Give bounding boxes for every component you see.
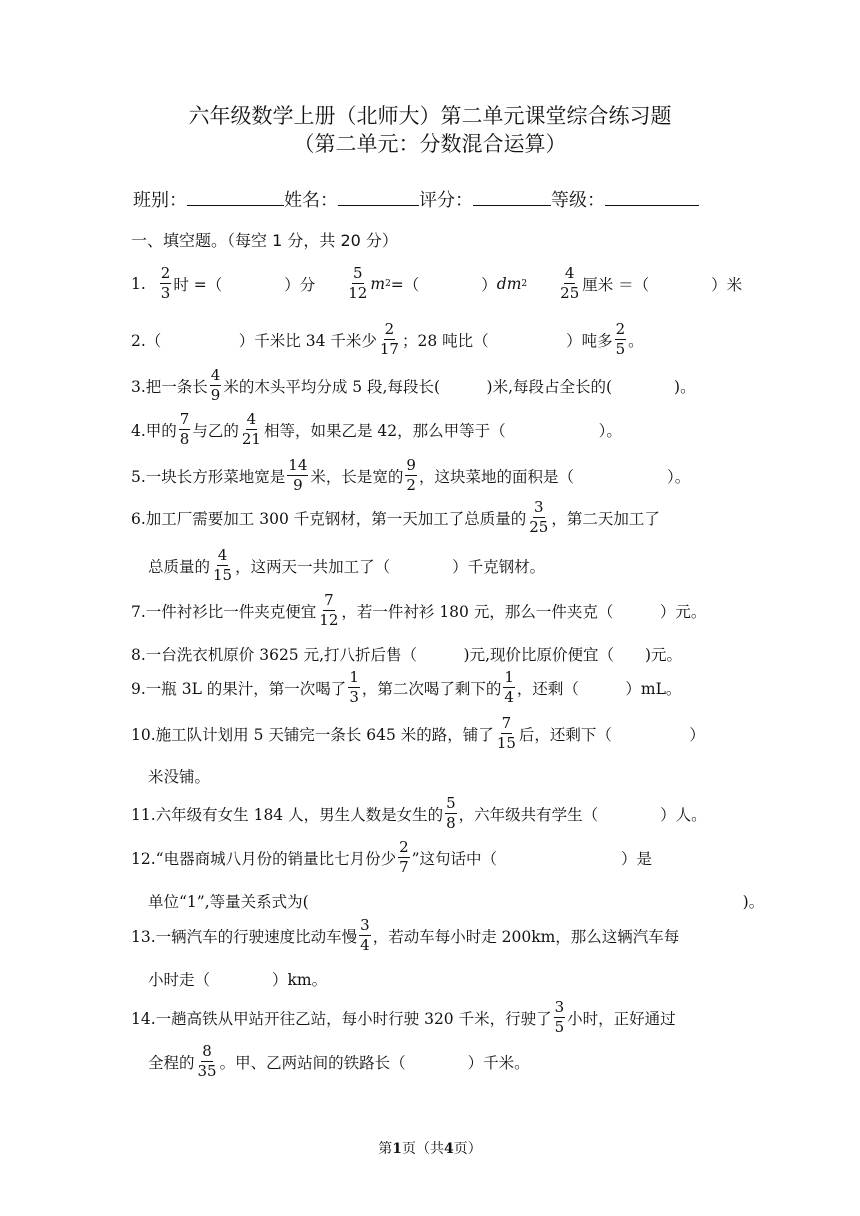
- page-total: 4: [444, 1141, 454, 1157]
- question-text: 相等，如果乙是 42，那么甲等于（ ）。: [263, 421, 622, 440]
- question-text: 6.加工厂需要加工 300 千克钢材，第一天加工了总质量的: [131, 509, 527, 528]
- question-text: 。: [628, 331, 644, 350]
- question-12-cont: [148, 890, 764, 912]
- question-8: [131, 643, 682, 665]
- question-text: =（ ）: [390, 275, 497, 294]
- document-subtitle: （第二单元：分数混合运算）: [293, 132, 567, 156]
- unit-m: m: [370, 274, 386, 293]
- class-blank[interactable]: [187, 187, 284, 206]
- question-text: 厘米 ＝（ ）米: [582, 275, 743, 294]
- page-number: 1: [392, 1141, 402, 1157]
- question-text: 9.一瓶 3L 的果汁，第一次喝了: [131, 679, 347, 698]
- fraction: $\frac{4}{9}$: [210, 366, 221, 404]
- unit-dm: dm: [496, 274, 522, 293]
- question-text: 时 =（ ）分: [173, 275, 316, 294]
- name-blank[interactable]: [338, 187, 419, 206]
- question-text: 14.一趟高铁从甲站开往乙站，每小时行驶 320 千米，行驶了: [131, 1009, 552, 1028]
- question-text: 7.一件衬衫比一件夹克便宜: [131, 602, 317, 621]
- question-12: [131, 840, 652, 875]
- question-2: [131, 322, 644, 357]
- question-text: ，这两天一共加工了（ ）千克钢材。: [235, 557, 546, 576]
- page-footer: 第1页（共4页）: [378, 1141, 482, 1157]
- fraction: $\frac{4}{25}$: [560, 264, 580, 302]
- question-6-cont: [148, 548, 545, 583]
- question-6: [131, 500, 660, 535]
- question-text: 5.一块长方形菜地宽是: [131, 467, 286, 486]
- question-14: [131, 1000, 676, 1035]
- question-text: ；28 吨比（ ）吨多: [401, 331, 613, 350]
- fraction: $\frac{1}{4}$: [504, 668, 514, 706]
- fraction: $\frac{5}{12}$: [348, 264, 368, 302]
- fraction: $\frac{2}{5}$: [615, 320, 626, 358]
- question-text: 。甲、乙两站间的铁路长（ ）千米。: [219, 1053, 530, 1072]
- question-10: [131, 716, 705, 751]
- question-text: ，若动车每小时走 200km，那么这辆汽车每: [372, 927, 680, 946]
- grade-blank[interactable]: [605, 187, 699, 206]
- fraction: $\frac{7}{8}$: [179, 410, 190, 448]
- fraction: $\frac{7}{15}$: [496, 714, 516, 752]
- fraction: $\frac{3}{4}$: [360, 916, 370, 954]
- fraction: $\frac{1}{3}$: [349, 668, 359, 706]
- fraction: $\frac{14}{9}$: [288, 456, 308, 494]
- question-9: [131, 670, 681, 705]
- fraction: $\frac{8}{35}$: [197, 1042, 217, 1080]
- question-text: 单位“1”,等量关系式为( )。: [148, 893, 765, 911]
- score-blank[interactable]: [473, 187, 551, 206]
- question-11: [131, 796, 707, 831]
- question-text: 10.施工队计划用 5 天铺完一条长 645 米的路，铺了: [131, 725, 494, 744]
- name-label: 姓名：: [284, 190, 338, 211]
- question-13-cont: [148, 968, 327, 990]
- grade-label: 等级：: [551, 190, 605, 211]
- question-text: 3.把一条长: [131, 377, 208, 396]
- fraction: $\frac{2}{7}$: [399, 838, 409, 876]
- question-text: 米的木头平均分成 5 段,每段长( )米,每段占全长的( )。: [223, 377, 696, 396]
- question-text: ，六年级共有学生（ ）人。: [458, 805, 707, 824]
- question-text: 与乙的: [192, 421, 239, 440]
- fraction: $\frac{3}{5}$: [554, 998, 565, 1036]
- fraction: $\frac{4}{21}$: [241, 410, 261, 448]
- question-text: 2.（ ）千米比 34 千米少: [131, 331, 377, 350]
- fraction: $\frac{3}{25}$: [529, 498, 549, 536]
- question-text: 小时，正好通过: [567, 1009, 676, 1028]
- question-number: 1.: [131, 274, 146, 293]
- question-3: [131, 368, 696, 403]
- info-header: [133, 186, 699, 212]
- question-text: 13.一辆汽车的行驶速度比动车慢: [131, 927, 358, 946]
- question-text: ，还剩（ ）mL。: [516, 679, 682, 698]
- question-text: 小时走（ ）km。: [148, 971, 328, 989]
- question-text: ，这块菜地的面积是（ ）。: [418, 467, 691, 486]
- score-label: 评分：: [419, 190, 473, 211]
- fraction: $\frac{2}{3}$: [160, 264, 171, 302]
- question-4: [131, 412, 622, 447]
- question-5: [131, 458, 690, 493]
- section-fill-blank: 一、填空题。（每空 1 分，共 20 分）: [131, 231, 398, 250]
- question-1: 1. $\frac{2}{3}$ 时 =（ ）分 $\frac{5}{12}$ m 2 =（ ） dm 2 $\frac{4}{25}$ 厘米 ＝（ ）米: [131, 264, 743, 302]
- question-text: ，第二次喝了剩下的: [361, 679, 502, 698]
- question-text: 12.“电器商城八月份的销量比七月份少: [131, 849, 397, 868]
- question-13: [131, 918, 679, 953]
- question-text: 总质量的: [148, 557, 211, 576]
- fraction: $\frac{5}{8}$: [446, 794, 456, 832]
- question-text: ”这句话中（ ）是: [411, 849, 653, 868]
- question-text: 4.甲的: [131, 421, 177, 440]
- class-label: 班别：: [133, 190, 187, 211]
- fraction: $\frac{2}{17}$: [379, 320, 399, 358]
- document-title: 六年级数学上册（北师大）第二单元课堂综合练习题: [188, 104, 672, 128]
- question-text: 全程的: [148, 1053, 195, 1072]
- fraction: $\frac{4}{15}$: [213, 546, 233, 584]
- question-text: ，若一件衬衫 180 元，那么一件夹克（ ）元。: [341, 602, 707, 621]
- fraction: $\frac{9}{2}$: [406, 456, 416, 494]
- question-14-cont: [148, 1044, 530, 1079]
- question-text: 米，长是宽的: [310, 467, 404, 486]
- question-text: ，第二天加工了: [551, 509, 660, 528]
- question-text: 后，还剩下（ ）: [518, 725, 705, 744]
- question-text: 8.一台洗衣机原价 3625 元,打八折后售（ )元,现价比原价便宜（ )元。: [131, 646, 683, 664]
- fraction: $\frac{7}{12}$: [319, 591, 339, 629]
- question-10-cont: [148, 765, 210, 787]
- question-text: 11.六年级有女生 184 人，男生人数是女生的: [131, 805, 444, 824]
- question-7: [131, 593, 706, 628]
- question-text: 米没铺。: [148, 768, 211, 786]
